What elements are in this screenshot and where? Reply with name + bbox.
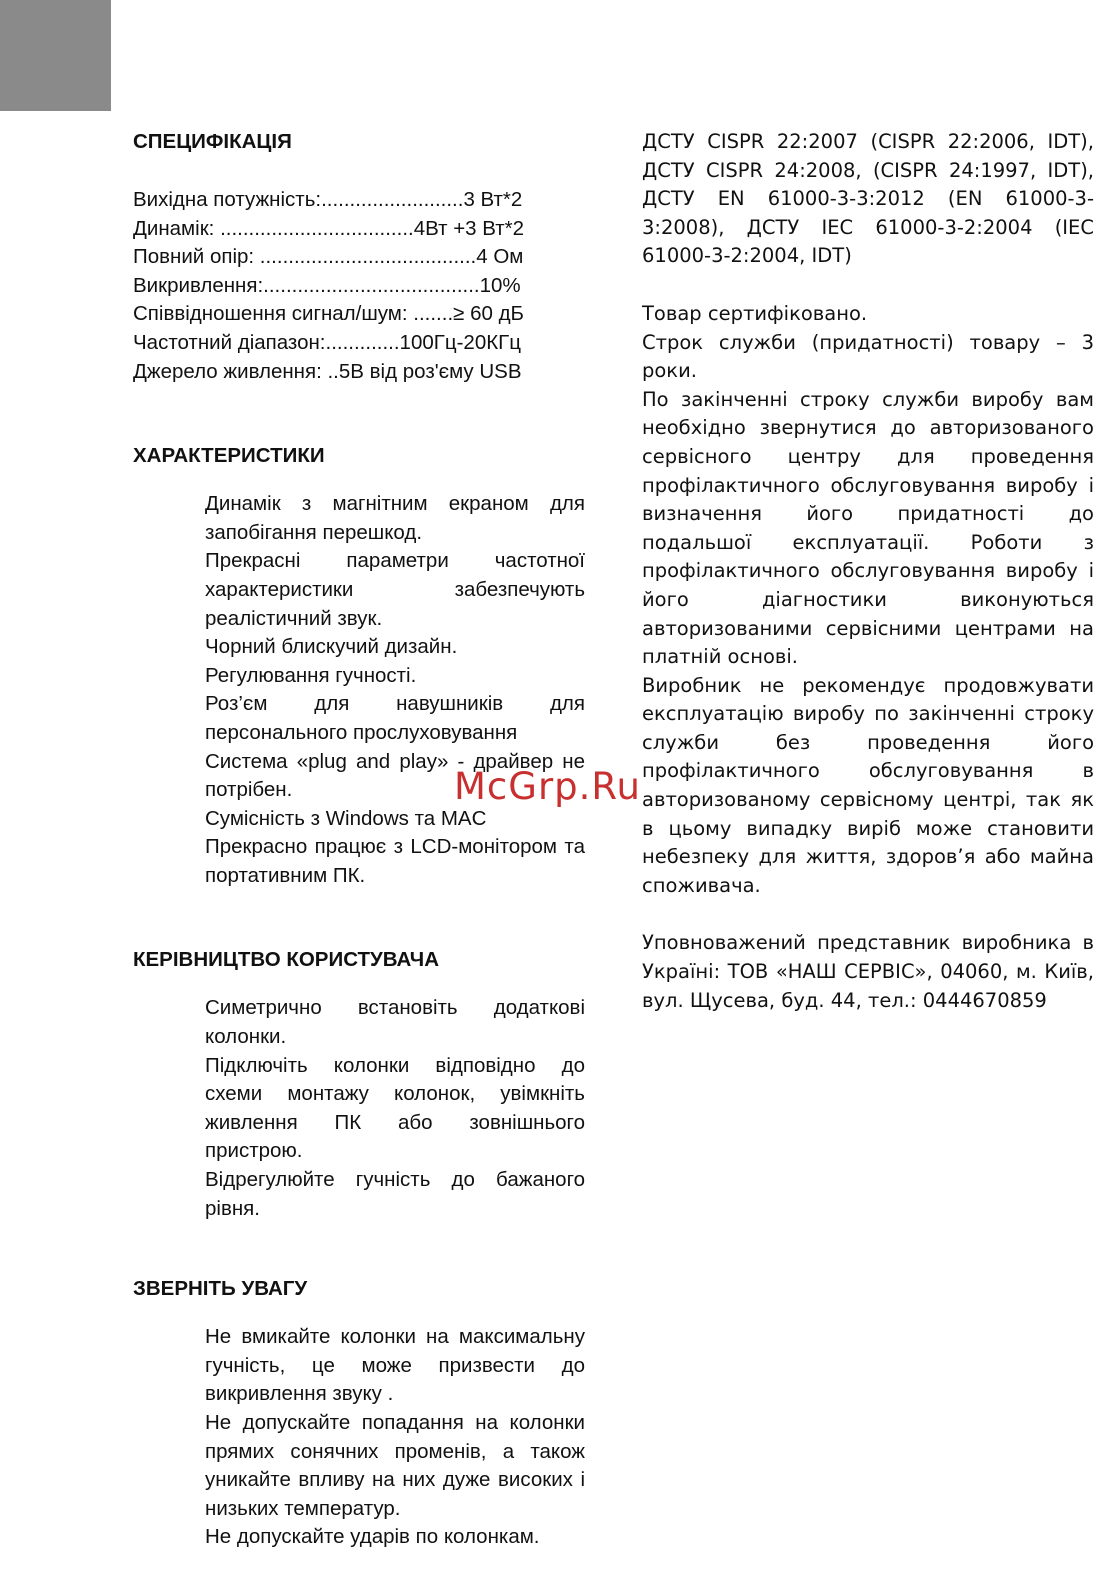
spec-line: Частотний діапазон:.............100Гц-20КГц (133, 330, 522, 354)
attention-heading: ЗВЕРНІТЬ УВАГУ (133, 1277, 308, 1301)
feature-item: Чорний блискучий дизайн. (205, 635, 458, 659)
watermark: McGrp.Ru (454, 765, 641, 808)
spec-heading: СПЕЦИФІКАЦІЯ (133, 130, 292, 153)
guide-item: Відрегулюйте гучність до бажаного рівня. (205, 1168, 585, 1220)
after-service-paragraph: По закінченні строку служби виробу вам необхідно звернутися до авторизованого сервісного центру для проведення профілактичного обслуговування виробу і визначення його придатності до подальшої експлуатації. Роботи з профілактичного обслуговування виробу і його діагностики виконуються авторизованими сервісними центрами на платній основі. (642, 387, 1094, 669)
feature-item: Прекрасні параметри частотної характеристики забезпечують реалістичний звук. (205, 549, 585, 630)
attention-item: Не допускайте ударів по колонкам. (205, 1525, 540, 1549)
feature-item: Регулювання гучності. (205, 663, 417, 687)
representative-paragraph: Уповноважений представник виробника в Україні: ТОВ «НАШ СЕРВІС», 04060, м. Київ, вул. Щусева, буд. 44, тел.: 0444670859 (642, 931, 1094, 1012)
spec-line: Повний опір: ......................................4 Ом (133, 245, 524, 269)
attention-item: Не вмикайте колонки на максимальну гучність, це може призвести до викривлення звуку . (205, 1325, 585, 1406)
right-column (642, 128, 1094, 1015)
spec-line: Вихідна потужність:.........................3 Вт*2 (133, 188, 523, 211)
guide-item: Підключіть колонки відповідно до схеми монтажу колонок, увімкніть живлення ПК або зовнішнього пристрою. (205, 1053, 585, 1163)
features-heading: ХАРАКТЕРИСТИКИ (133, 444, 325, 468)
spec-line: Джерело живлення: ..5В від роз'єму USB (133, 359, 522, 383)
attention-item: Не допускайте попадання на колонки прямих сонячних променів, а також уникайте впливу на них дуже високих і низьких температур. (205, 1411, 585, 1520)
feature-item: Роз’єм для навушників для персонального прослуховування (205, 692, 585, 744)
service-life-paragraph: Строк служби (придатності) товару – 3 роки. (642, 330, 1094, 383)
left-column (133, 128, 585, 1552)
spec-list (133, 186, 585, 386)
spec-line: Співвідношення сигнал/шум: .......≥ 60 дБ (133, 302, 525, 326)
feature-item: Динамік з магнітним екраном для запобігання перешкод. (205, 492, 585, 544)
attention-list (133, 1323, 585, 1552)
spec-line: Викривлення:......................................10% (133, 273, 521, 297)
certified-paragraph: Товар сертифіковано. (642, 301, 868, 325)
guide-list (133, 994, 585, 1223)
guide-item: Симетрично встановіть додаткові колонки. (205, 996, 585, 1049)
spec-line: Динамік: ..................................4Вт +3 Вт*2 (133, 216, 525, 240)
feature-item: Система «plug and play» - драйвер не потрібен. (205, 749, 585, 802)
features-list (133, 490, 585, 890)
corner-tab (0, 0, 111, 111)
warning-paragraph: Виробник не рекомендує продовжувати експлуатацію виробу по закінченні строку служби без проведення його профілактичного обслуговування в авторизованому сервісному центрі, так як в цьому випадку виріб може становити небезпеку для життя, здоров’я або майна споживача. (642, 673, 1094, 897)
feature-item: Прекрасно працює з LCD-монітором та портативним ПК. (205, 835, 585, 887)
guide-heading: КЕРІВНИЦТВО КОРИСТУВАЧА (133, 948, 439, 972)
feature-item: Сумісність з Windows та MAC (205, 806, 487, 830)
standards-paragraph: ДСТУ CISPR 22:2007 (CISPR 22:2006, IDT), ДСТУ CISPR 24:2008, (CISPR 24:1997, IDT), ДСТУ EN 61000-3-3:2012 (EN 61000-3-3:2008), ДСТУ IEC 61000-3-2:2004 (IEC 61000-3-2:2004, IDT) (642, 130, 1094, 268)
